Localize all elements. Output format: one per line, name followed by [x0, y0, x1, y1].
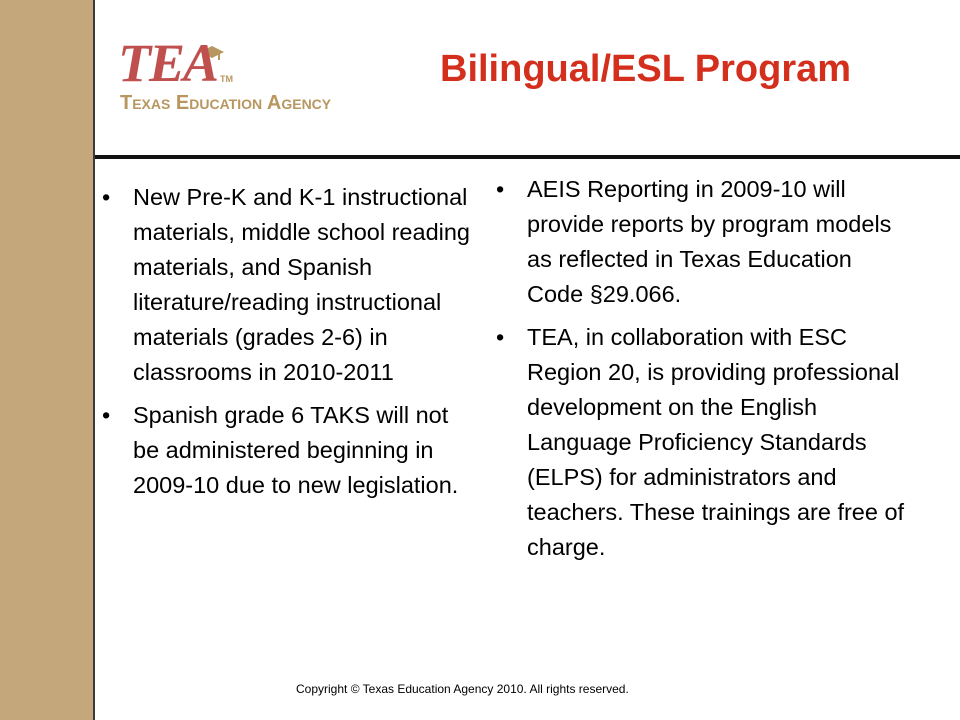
- bullet-glyph: •: [102, 402, 111, 428]
- bullet-text: TEA, in collaboration with ESC Region 20, is providing professional development on the English Language Proficiency Standards (ELPS) for administrators and teachers. These trainings are free of charge.: [527, 324, 905, 560]
- header-divider: [95, 155, 960, 159]
- left-column: [100, 180, 480, 511]
- bullet-item: [494, 320, 914, 565]
- bullet-glyph: •: [102, 184, 111, 210]
- right-column: [494, 172, 914, 573]
- bullet-glyph: •: [496, 324, 505, 350]
- bullet-item: [100, 180, 480, 390]
- logo-trademark: TM: [220, 74, 233, 84]
- tea-logo: [118, 33, 368, 120]
- slide-title: Bilingual/ESL Program: [440, 48, 852, 90]
- bullet-text: New Pre-K and K-1 instructional materials, middle school reading materials, and Spanish literature/reading instructional materials (grades 2-6) in classrooms in 2010-2011: [133, 184, 470, 385]
- bullet-item: [494, 172, 914, 312]
- logo-mark: TEA: [118, 33, 218, 93]
- logo-agency-name: Texas Education Agency: [120, 92, 332, 114]
- left-sidebar-band: [0, 0, 95, 720]
- bullet-text: Spanish grade 6 TAKS will not be administered beginning in 2009-10 due to new legislation.: [133, 402, 459, 498]
- bullet-item: [100, 398, 480, 503]
- bullet-glyph: •: [496, 176, 505, 202]
- copyright-footer: Copyright © Texas Education Agency 2010. All rights reserved.: [296, 682, 629, 696]
- bullet-text: AEIS Reporting in 2009-10 will provide reports by program models as reflected in Texas Education Code §29.066.: [527, 176, 892, 307]
